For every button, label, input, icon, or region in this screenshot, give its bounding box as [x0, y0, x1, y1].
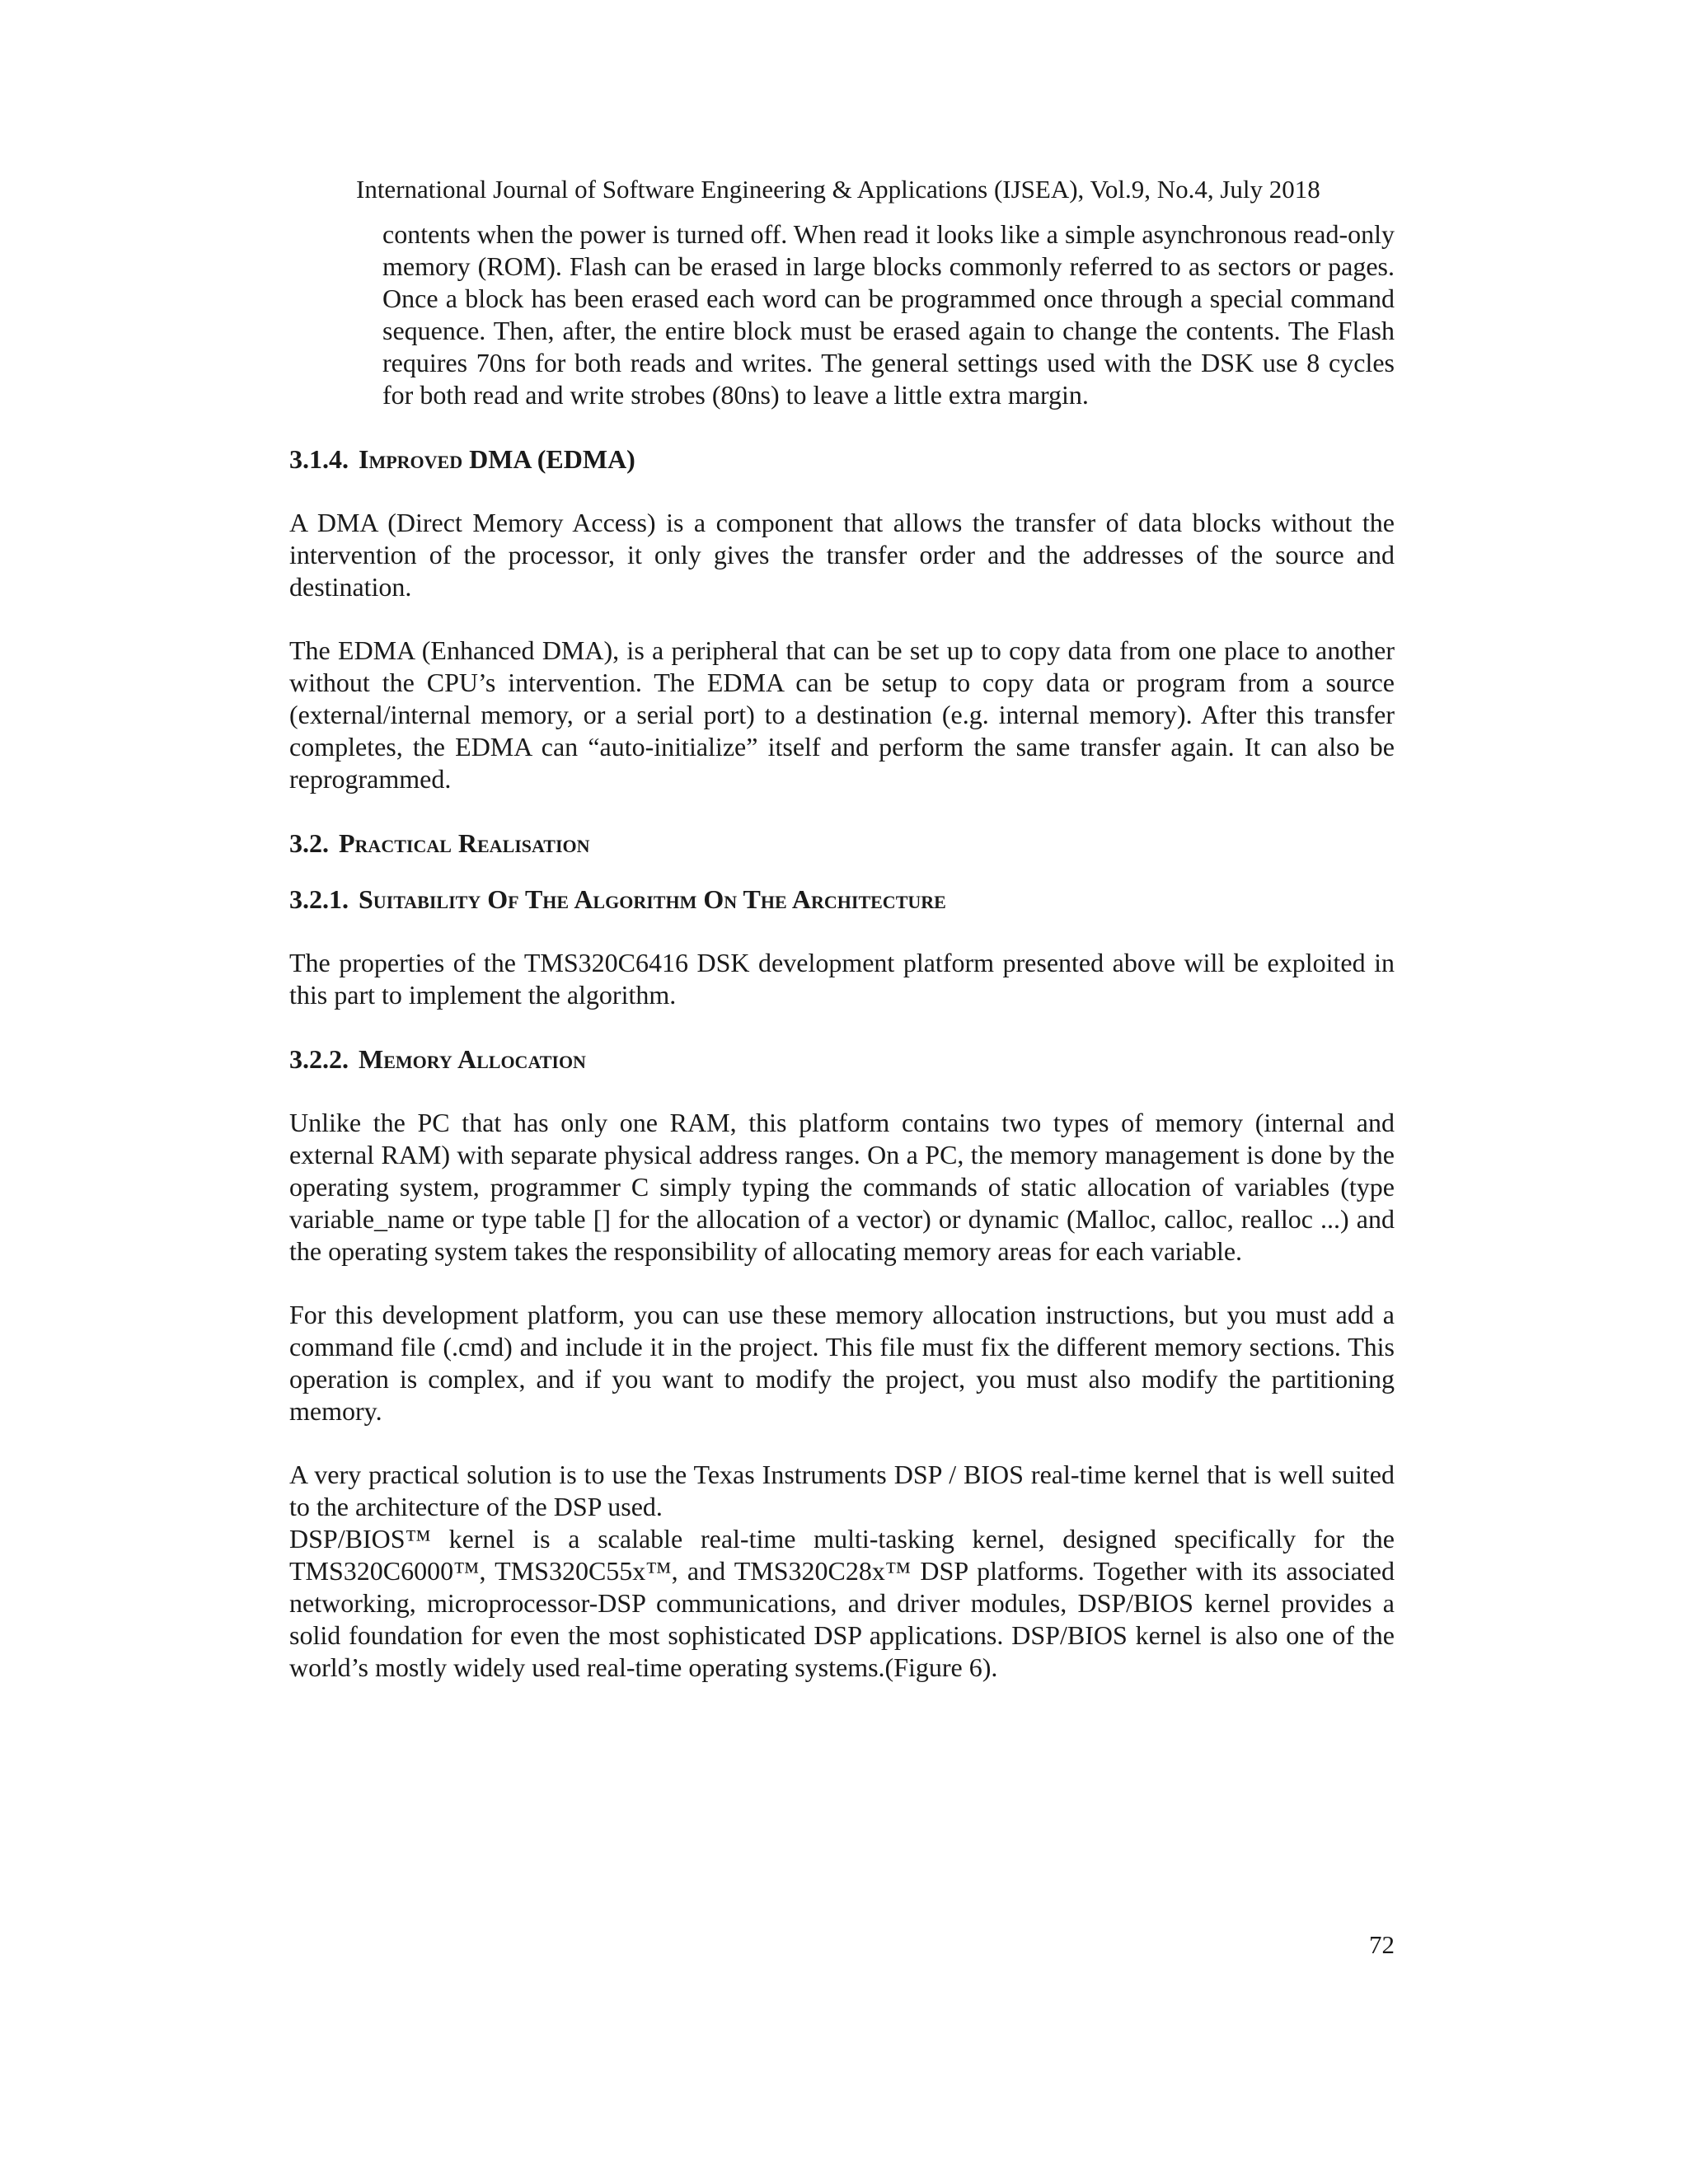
paragraph-memory-types: Unlike the PC that has only one RAM, this platform contains two types of memory (internal and external RAM) with separate physical address ranges. On a PC, the memory management is done by the operating system, programmer C simply typing the commands of static allocation of variables (type variable_name or type table [] for the allocation of a vector) or dynamic (Malloc, calloc, realloc ...) and the operating system takes the responsibility of allocating memory areas for each variable.	[289, 1108, 1395, 1266]
paragraph-platform-properties: The properties of the TMS320C6416 DSK development platform presented above will be exploited in this part to implement the algorithm.	[289, 948, 1395, 1010]
running-header: International Journal of Software Engineering & Applications (IJSEA), Vol.9, No.4, July 2018	[356, 175, 1320, 204]
section-heading-3-2-2	[289, 1043, 1395, 1076]
page-number: 72	[1369, 1930, 1395, 1959]
section-number: 3.2.	[289, 828, 329, 858]
section-number: 3.2.1.	[289, 884, 349, 914]
paragraph-dsp-bios-kernel: DSP/BIOS™ kernel is a scalable real-time multi-tasking kernel, designed specifically for the TMS320C6000™, TMS320C55x™, and TMS320C28x™ DSP platforms. Together with its associated networking, microprocessor-DSP communications, and driver modules, DSP/BIOS kernel provides a solid foundation for even the most sophisticated DSP applications. DSP/BIOS kernel is also one of the world’s mostly widely used real-time operating systems.(Figure 6).	[289, 1524, 1395, 1682]
section-number: 3.1.4.	[289, 444, 349, 474]
section-title: Practical Realisation	[339, 828, 590, 858]
section-title: Memory Allocation	[359, 1044, 586, 1074]
continued-paragraph: contents when the power is turned off. When read it looks like a simple asynchronous read-only memory (ROM). Flash can be erased in large blocks commonly referred to as sectors or pages. Once a block has been erased each word can be programmed once through a special command sequence. Then, after, the entire block must be erased again to change the contents. The Flash requires 70ns for both reads and writes. The general settings used with the DSK use 8 cycles for both read and write strobes (80ns) to leave a little extra margin.	[382, 219, 1395, 410]
section-heading-3-1-4	[289, 443, 1395, 476]
section-title: Suitability Of The Algorithm On The Architecture	[359, 884, 946, 914]
section-heading-3-2	[289, 827, 1395, 860]
section-title: Improved DMA (EDMA)	[359, 444, 635, 474]
section-heading-3-2-1	[289, 883, 1395, 916]
section-number: 3.2.2.	[289, 1044, 349, 1074]
paragraph-edma-description: The EDMA (Enhanced DMA), is a peripheral that can be set up to copy data from one place to another without the CPU’s intervention. The EDMA can be setup to copy data or program from a source (external/internal memory, or a serial port) to a destination (e.g. internal memory). After this transfer completes, the EDMA can “auto-initialize” itself and perform the same transfer again. It can also be reprogrammed.	[289, 635, 1395, 794]
page-body	[289, 218, 1395, 1684]
paragraph-dma-definition: A DMA (Direct Memory Access) is a component that allows the transfer of data blocks without the intervention of the processor, it only gives the transfer order and the addresses of the source and destination.	[289, 508, 1395, 602]
paragraph-dsp-bios-solution: A very practical solution is to use the Texas Instruments DSP / BIOS real-time kernel that is well suited to the architecture of the DSP used.	[289, 1460, 1395, 1521]
paragraph-command-file: For this development platform, you can use these memory allocation instructions, but you must add a command file (.cmd) and include it in the project. This file must fix the different memory sections. This operation is complex, and if you want to modify the project, you must also modify the partitioning memory.	[289, 1300, 1395, 1426]
